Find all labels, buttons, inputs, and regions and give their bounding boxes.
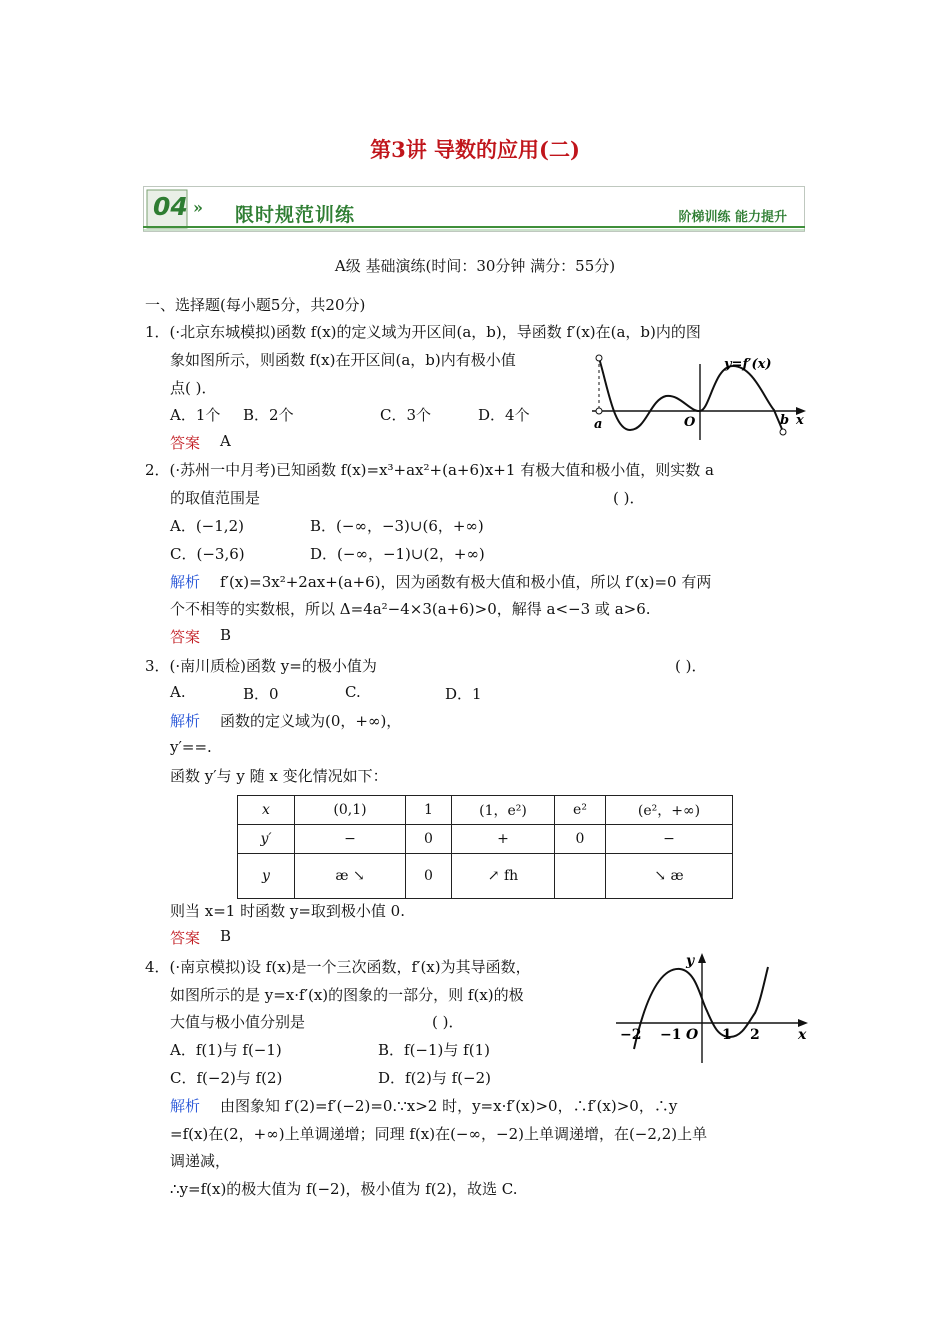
table-cell: 0 bbox=[406, 825, 452, 854]
graph-x-label: x bbox=[798, 1027, 807, 1043]
table-cell: − bbox=[295, 825, 406, 854]
banner-number: 04 bbox=[153, 192, 188, 221]
q3-paren: ( )． bbox=[675, 657, 707, 675]
q4-analysis-line1: 由图象知 f′(2)=f′(−2)=0.∵x>2 时，y=x·f′(x)>0，∴f′(x)>0，∴y bbox=[220, 1097, 678, 1115]
table-cell: ↘ æ bbox=[606, 854, 733, 899]
table-cell: − bbox=[606, 825, 733, 854]
q3-analysis-line3: 函数 y′与 y 随 x 变化情况如下： bbox=[170, 767, 388, 785]
tick-label: O bbox=[686, 1027, 699, 1043]
q1-option-a: A．1个 bbox=[170, 406, 221, 424]
q1-option-d: D．4个 bbox=[478, 406, 530, 424]
table-cell: + bbox=[452, 825, 555, 854]
graph-origin-label: O bbox=[684, 415, 696, 430]
q1-answer-label: 答案 bbox=[170, 434, 201, 452]
q4-option-b: B．f(−1)与 f(1) bbox=[378, 1041, 490, 1059]
q4-line1: 4．(·南京模拟)设 f(x)是一个三次函数，f′(x)为其导函数， bbox=[145, 958, 531, 976]
q2-option-a: A．(−1,2) bbox=[170, 517, 244, 535]
q3-analysis-line1: 函数的定义域为(0，+∞)， bbox=[220, 712, 402, 730]
q4-option-c: C．f(−2)与 f(2) bbox=[170, 1069, 283, 1087]
graph-label: y=f′(x) bbox=[724, 357, 772, 372]
table-cell: ↗ fh bbox=[452, 854, 555, 899]
q4-line2: 如图所示的是 y=x·f′(x)的图象的一部分，则 f(x)的极 bbox=[170, 986, 524, 1004]
q2-option-c: C．(−3,6) bbox=[170, 545, 245, 563]
q2-line1: 2．(·苏州一中月考)已知函数 f(x)=x³+ax²+(a+6)x+1 有极大值和极小值，则实数 a bbox=[145, 461, 714, 479]
q1-line1: 1．(·北京东城模拟)函数 f(x)的定义域为开区间(a，b)，导函数 f′(x)在(a，b)内的图 bbox=[145, 323, 701, 341]
q4-line3: 大值与极小值分别是 bbox=[170, 1013, 306, 1031]
q4-analysis-line2: =f(x)在(2，+∞)上单调递增；同理 f(x)在(−∞，−2)上单调递增，在(−2,2)上单 bbox=[170, 1125, 708, 1143]
banner-title: 限时规范训练 bbox=[235, 204, 356, 226]
graph-x-label: x bbox=[796, 413, 804, 428]
page-title: 第3讲 导数的应用(二) bbox=[370, 137, 580, 162]
tick-label: 1 bbox=[722, 1027, 732, 1043]
q3-answer-label: 答案 bbox=[170, 929, 201, 947]
table-cell: 0 bbox=[555, 825, 606, 854]
table-row bbox=[238, 854, 733, 899]
table-cell: (e²，+∞) bbox=[606, 796, 733, 825]
graph-b-label: b bbox=[780, 413, 790, 428]
q2-answer: B bbox=[220, 626, 232, 644]
q4-paren: ( )． bbox=[432, 1013, 464, 1031]
table-cell: æ ↘ bbox=[295, 854, 406, 899]
table-row bbox=[238, 825, 733, 854]
q3-after-table: 则当 x=1 时函数 y=取到极小值 0. bbox=[170, 902, 405, 920]
section-banner bbox=[143, 186, 805, 232]
q1-line2: 象如图所示，则函数 f(x)在开区间(a，b)内有极小值 bbox=[170, 351, 516, 369]
table-cell: y′ bbox=[238, 825, 295, 854]
table-cell: (1，e²) bbox=[452, 796, 555, 825]
table-cell bbox=[555, 854, 606, 899]
q2-analysis-line1: f′(x)=3x²+2ax+(a+6)，因为函数有极大值和极小值，所以 f′(x)=0 有两 bbox=[220, 573, 712, 591]
q3-option-b: B．0 bbox=[243, 685, 279, 703]
table-cell: x bbox=[238, 796, 295, 825]
q1-option-b: B．2个 bbox=[243, 406, 294, 424]
q4-option-d: D．f(2)与 f(−2) bbox=[378, 1069, 491, 1087]
graph-y-label: y bbox=[686, 953, 695, 969]
table-cell: (0,1) bbox=[295, 796, 406, 825]
q1-answer: A bbox=[220, 432, 231, 450]
table-cell: 0 bbox=[406, 854, 452, 899]
tick-label: −1 bbox=[660, 1027, 682, 1043]
q3-option-d: D．1 bbox=[445, 685, 482, 703]
q2-answer-label: 答案 bbox=[170, 628, 201, 646]
banner-subtitle: 阶梯训练 能力提升 bbox=[678, 210, 787, 225]
chevron-icon: » bbox=[193, 198, 203, 217]
table-cell: 1 bbox=[406, 796, 452, 825]
q2-analysis-line2: 个不相等的实数根，所以 Δ=4a²−4×3(a+6)>0，解得 a<−3 或 a>6. bbox=[170, 600, 651, 618]
q3-analysis-label: 解析 bbox=[170, 712, 201, 730]
q4-analysis-label: 解析 bbox=[170, 1097, 201, 1115]
q4-option-a: A．f(1)与 f(−1) bbox=[170, 1041, 282, 1059]
q2-line2: 的取值范围是 bbox=[170, 489, 261, 507]
table-row bbox=[238, 796, 733, 825]
table-cell: e² bbox=[555, 796, 606, 825]
q4-graph bbox=[612, 953, 812, 1065]
q3-option-c: C. bbox=[345, 683, 361, 701]
q1-option-c: C．3个 bbox=[380, 406, 432, 424]
q2-option-d: D．(−∞，−1)∪(2，+∞) bbox=[310, 545, 485, 563]
q3-answer: B bbox=[220, 927, 232, 945]
tick-label: 2 bbox=[750, 1027, 760, 1043]
q2-paren: ( )． bbox=[613, 489, 645, 507]
q2-analysis-label: 解析 bbox=[170, 573, 201, 591]
q4-analysis-line3: 调递减， bbox=[170, 1152, 231, 1170]
table-cell: y bbox=[238, 854, 295, 899]
q3-option-a: A. bbox=[170, 683, 186, 701]
q3-analysis-line2: y′==. bbox=[170, 738, 212, 756]
q3-line1: 3．(·南川质检)函数 y=的极小值为 bbox=[145, 657, 377, 675]
q2-option-b: B．(−∞，−3)∪(6，+∞) bbox=[310, 517, 484, 535]
q4-analysis-line4: ∴y=f(x)的极大值为 f(−2)，极小值为 f(2)，故选 C. bbox=[170, 1180, 518, 1198]
graph-a-label: a bbox=[594, 417, 603, 432]
section-heading: 一、选择题(每小题5分，共20分) bbox=[145, 296, 366, 314]
q1-line3: 点( )． bbox=[170, 379, 217, 397]
variation-table bbox=[237, 795, 733, 899]
tick-label: −2 bbox=[620, 1027, 642, 1043]
level-heading: A级 基础演练(时间：30分钟 满分：55分) bbox=[334, 257, 616, 275]
q1-derivative-graph bbox=[588, 348, 813, 443]
